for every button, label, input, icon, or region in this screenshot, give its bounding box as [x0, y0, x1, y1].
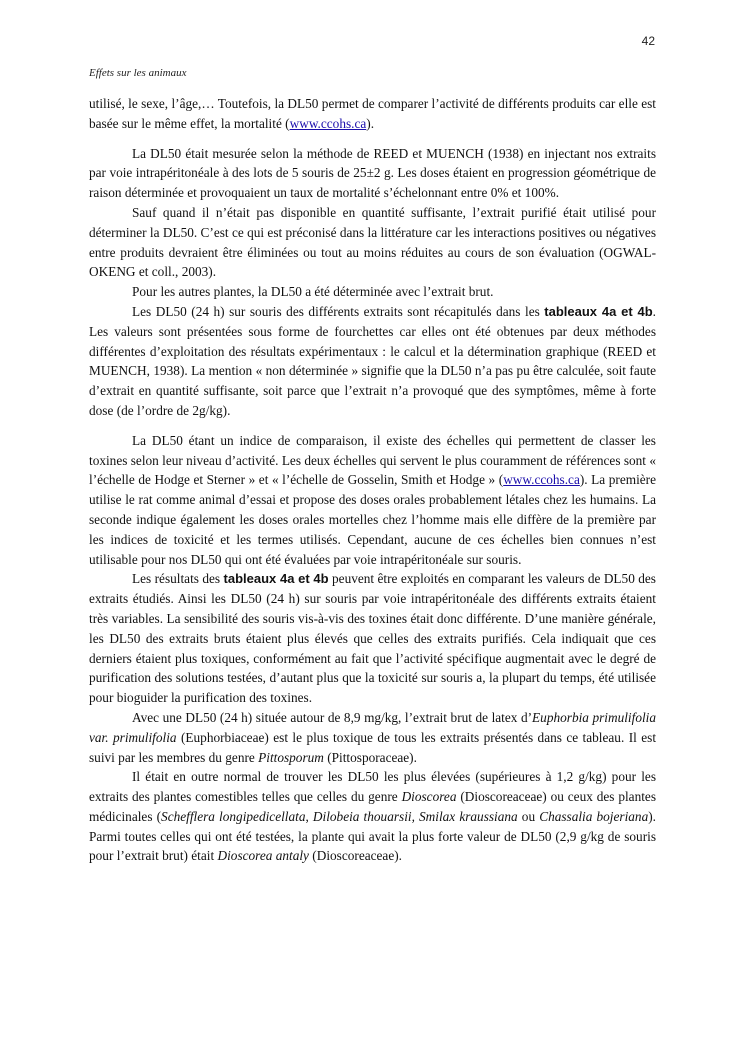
text-run: Avec une DL50 (24 h) située autour de 8,9 mg/kg, l’extrait brut de latex d’ [132, 709, 533, 725]
text-run: . Les valeurs sont présentées sous forme de fourchettes car elles ont été obtenues par deux méthodes différentes d’exploitation des résultats expérimentaux : le calcul et la détermination graphique (REED et MUENCH, 1938). La mention « non déterminée » signifie que la DL50 n’a pas pu être calculée, soit faute d’extrait en quantité suffisante, soit parce que l’extrait n’a provoqué que des symptômes, même à forte dose (de l’ordre de 2g/kg). [89, 303, 656, 418]
text-run: ou [517, 808, 540, 824]
paragraph-2: La DL50 était mesurée selon la méthode de REED et MUENCH (1938) en injectant nos extraits par voie intrapéritonéale à des lots de 5 souris de 25±2 g. Les doses étaient en progression géométrique de raison déterminée et provoquaient un taux de mortalité s’échelonnant entre 0% et 100%. [89, 145, 656, 201]
paragraph-4: Pour les autres plantes, la DL50 a été déterminée avec l’extrait brut. [132, 284, 494, 300]
paragraph-1 [89, 94, 656, 134]
text-run: Les DL50 (24 h) sur souris des différents extraits sont récapitulés dans les [132, 303, 545, 319]
page-number: 42 [641, 34, 655, 48]
table-reference: tableaux 4a et 4b [544, 303, 653, 319]
species-name: Chassalia bojeriana [539, 808, 649, 824]
text-run: La DL50 étant un indice de comparaison, il existe des échelles qui permettent de classer les toxines selon leur niveau d’activité. Les deux échelles qui servent le plus couramment de références sont « l’échelle de Hodge et Sterner » et « l’échelle de Gosselin, Smith et Hodge » ( [89, 432, 656, 488]
text-run: (Pittosporaceae). [323, 749, 417, 765]
text-run: ). Parmi toutes celles qui ont été testées, la plante qui avait la plus forte valeur de DL50 (2,9 g/kg de souris pour l’extrait brut) était [89, 808, 656, 864]
text-run: , [305, 808, 313, 824]
paragraph-7 [89, 569, 656, 708]
text-run: ). La première utilise le rat comme animal d’essai et propose des doses orales probablement létales chez les humains. La seconde indique également les doses orales mortelles chez l’homme mais elle diffère de la première par les indices de toxicité et les termes utilisés. Cependant, aucune de ces échelles bien connues n’est utilisable pour nos DL50 qui ont été évaluées par voie intrapéritonéale sur souris. [89, 472, 657, 567]
paragraph-6 [89, 431, 656, 570]
text-run: (Dioscoreaceae) ou ceux des plantes médicinales ( [89, 789, 657, 824]
text-run: (Euphorbiaceae) est le plus toxique de tous les extraits présentés dans ce tableau. Il est suivi par les membres du genre [89, 729, 657, 765]
paragraph-3: Sauf quand il n’était pas disponible en quantité suffisante, l’extrait purifié était utilisé pour déterminer la DL50. C’est ce qui est préconisé dans la littérature car les interactions positives ou négatives entre produits devraient être éliminées ou tout au moins réduites au cours de son évaluation (OGWAL-OKENG et coll., 2003). [89, 204, 656, 280]
text-run: utilisé, le sexe, l’âge,… Toutefois, la DL50 permet de comparer l’activité de différents produits car elle est basée sur le même effet, la mortalité ( [89, 96, 656, 131]
species-name: Euphorbia primulifolia var. primulifolia [89, 709, 657, 745]
text-run: Il était en outre normal de trouver les DL50 les plus élevées (supérieures à 1,2 g/kg) pour les extraits des plantes comestibles telles que celles du genre [89, 769, 656, 805]
genus-name: Pittosporum [258, 749, 324, 765]
ccohs-link[interactable]: www.ccohs.ca [289, 115, 367, 131]
ccohs-link[interactable]: www.ccohs.ca [503, 472, 580, 488]
species-name: Dioscorea antaly [217, 848, 309, 864]
text-run: (Dioscoreaceae). [308, 848, 402, 864]
paragraph-5 [89, 302, 656, 421]
text-run: peuvent être exploités en comparant les valeurs de DL50 des extraits étudiés. Ainsi les DL50 (24 h) sur souris par voie intrapéritonéale des différents extraits étaient très variables. La sensibilité des souris vis-à-vis des toxines était donc différente. D’une manière générale, les DL50 des extraits bruts étaient plus élevés que celles des extraits purifiés. Cela indiquait que ces derniers étaient plus toxiques, conformément au fait que l’activité spécifique augmentait avec le degré de purification des solutions testées, d’autant plus que la toxicité sur souris a, la plupart du temps, été utilisée pour bioguider la purification des toxines. [89, 571, 656, 706]
paragraph-9 [89, 767, 656, 866]
species-name: Dilobeia thouarsii, Smilax kraussiana [312, 808, 518, 824]
running-header: Effets sur les animaux [89, 67, 187, 79]
paragraph-8 [89, 708, 656, 767]
body-text [89, 94, 656, 866]
genus-name: Dioscorea [401, 789, 457, 805]
text-run: ). [366, 115, 375, 131]
table-reference: tableaux 4a et 4b [223, 571, 329, 587]
species-name: Schefflera longipedicellata [161, 808, 306, 824]
text-run: Les résultats des [132, 571, 224, 587]
